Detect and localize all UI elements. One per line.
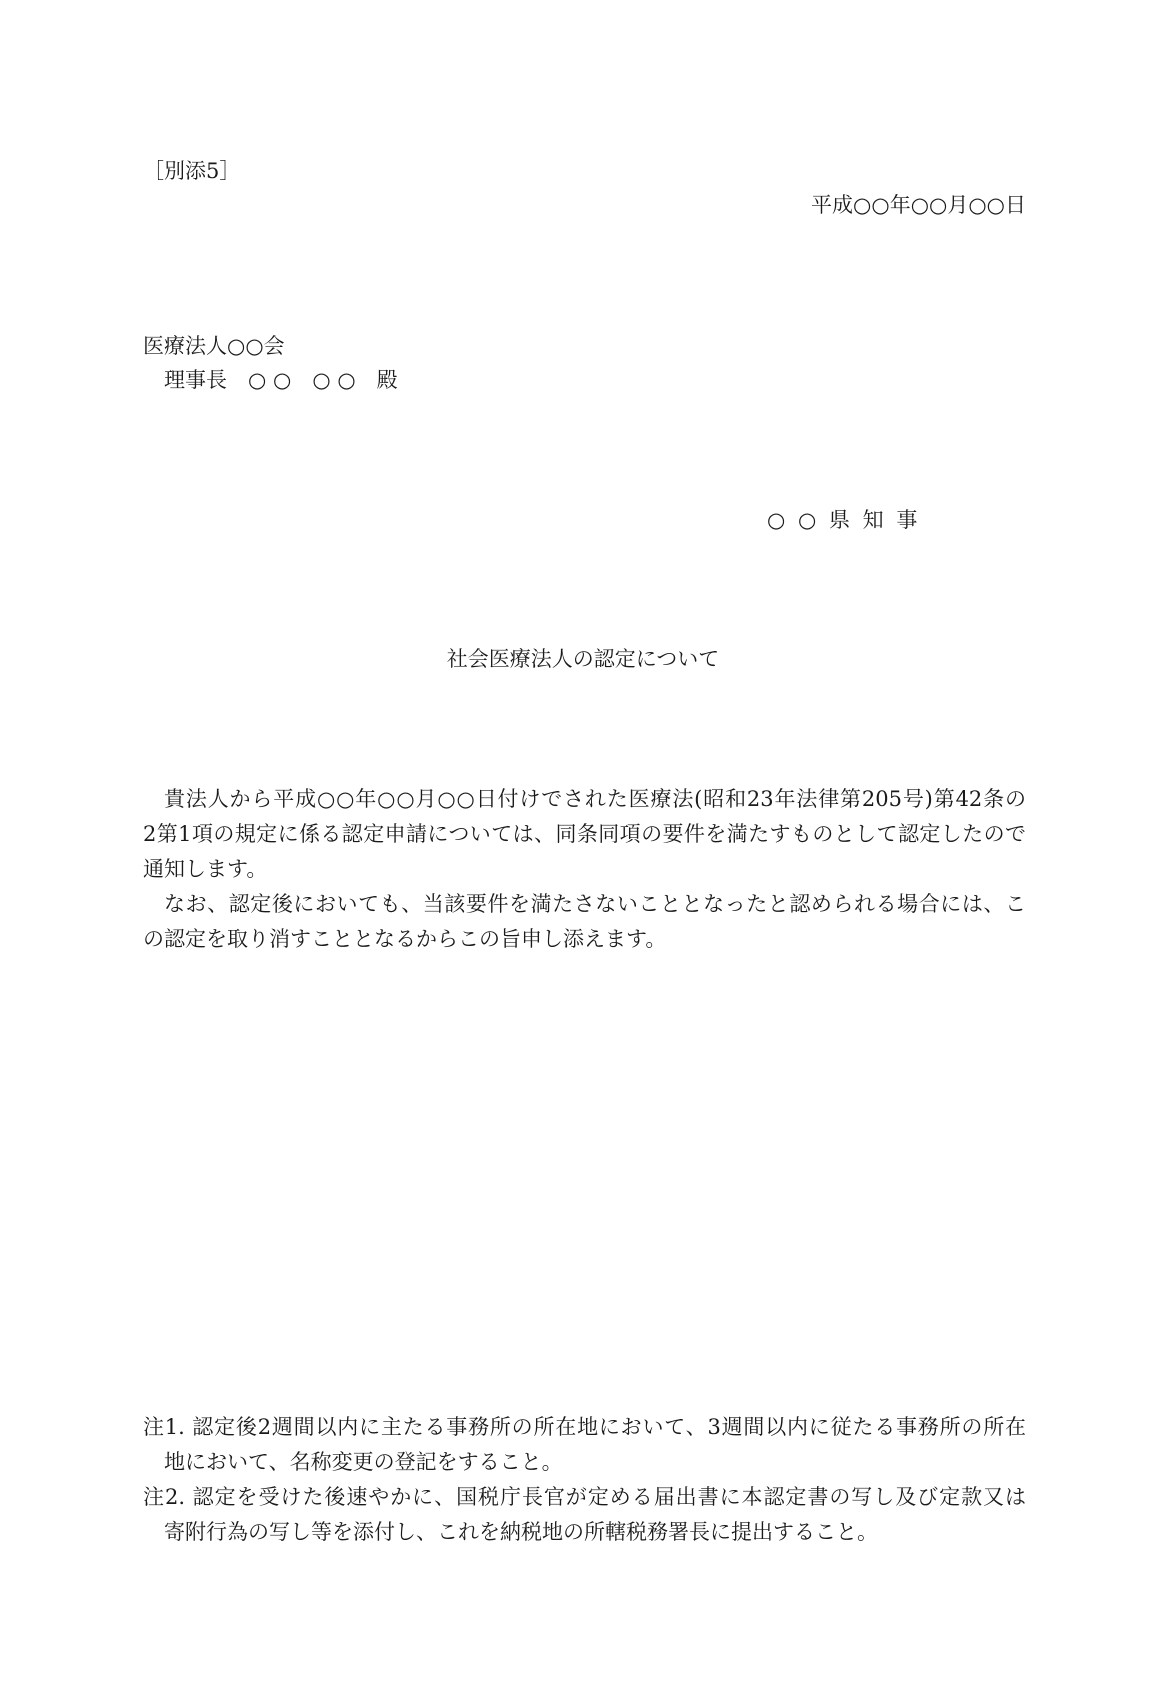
recipient-organization: 医療法人○○会 [143,334,285,358]
body-line: の認定を取り消すこととなるからこの旨申し添えます。 [143,927,667,951]
note-item [143,1480,1026,1550]
body-paragraph [143,782,1026,887]
recipient-name-line: 理事長 ○ ○ ○ ○ 殿 [164,368,398,392]
annex-label: ［別添5］ [143,159,241,183]
note-line: 地において、名称変更の登記をすること。 [164,1450,563,1474]
body-text [143,782,1026,957]
sender-title: ○ ○ 県 知 事 [767,508,918,532]
body-paragraph [143,887,1026,957]
note-line: 注1. 認定後2週間以内に主たる事務所の所在地において、3週間以内に従たる事務所の所在 [143,1415,1026,1439]
note-line: 注2. 認定を受けた後速やかに、国税庁長官が定める届出書に本認定書の写し及び定款又は [143,1485,1026,1509]
body-line: 2第1項の規定に係る認定申請については、同条同項の要件を満たすものとして認定したので [143,822,1026,846]
notes [143,1410,1026,1550]
body-line: 貴法人から平成○○年○○月○○日付けでされた医療法(昭和23年法律第205号)第42条の [164,787,1026,811]
body-line: 通知します。 [143,857,268,881]
document-date: 平成○○年○○月○○日 [811,193,1026,217]
document-subject: 社会医療法人の認定について [446,647,720,671]
note-item [143,1410,1026,1480]
body-line: なお、認定後においても、当該要件を満たさないこととなったと認められる場合には、こ [164,892,1026,916]
note-line: 寄附行為の写し等を添付し、これを納税地の所轄税務署長に提出すること。 [164,1520,878,1544]
